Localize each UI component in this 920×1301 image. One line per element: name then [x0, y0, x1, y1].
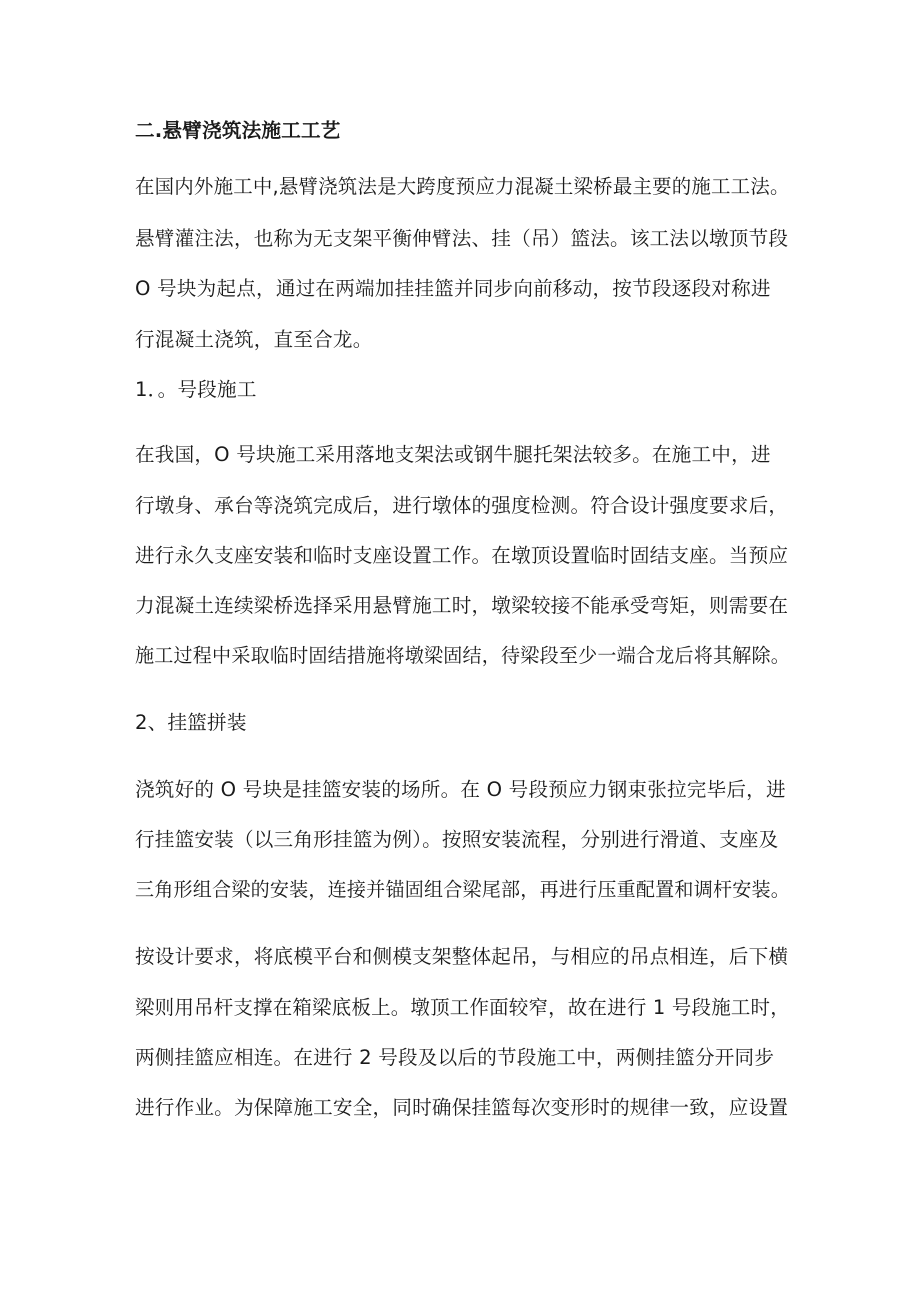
section-title: 二.悬臂浇筑法施工工艺 [135, 119, 341, 142]
subsection-1-line-1: 在我国，O 号块施工采用落地支架法或钢牛腿托架法较多。在施工中，进 [135, 443, 771, 466]
subsection-2-para-2-line-3: 两侧挂篮应相连。在进行 2 号段及以后的节段施工中，两侧挂篮分开同步 [135, 1046, 775, 1069]
subsection-2-para-2-line-4: 进行作业。为保障施工安全，同时确保挂篮每次变形时的规律一致，应设置 [135, 1096, 789, 1119]
subsection-2-para-2-line-2: 梁则用吊杆支撑在箱梁底板上。墩顶工作面较窄，故在进行 1 号段施工时， [135, 996, 790, 1019]
subsection-2-para-1-line-2: 行挂篮安装（以三角形挂篮为例）。按照安装流程，分别进行滑道、支座及 [135, 828, 779, 851]
subsection-2-para-1-line-1: 浇筑好的 O 号块是挂篮安装的场所。在 O 号段预应力钢束张拉完毕后，进 [135, 778, 786, 801]
intro-line-2: 悬臂灌注法，也称为无支架平衡伸臂法、挂（吊）篮法。该工法以墩顶节段 [135, 227, 789, 250]
subsection-1-line-4: 力混凝土连续梁桥选择采用悬臂施工时，墩梁较接不能承受弯矩，则需要在 [135, 594, 789, 617]
intro-line-1: 在国内外施工中,悬臂浇筑法是大跨度预应力混凝土梁桥最主要的施工工法。 [135, 175, 790, 198]
subsection-1-title: 1．。号段施工 [135, 378, 257, 401]
subsection-2-para-1-line-3: 三角形组合梁的安装，连接并锚固组合梁尾部，再进行压重配置和调杆安装。 [135, 878, 791, 901]
intro-line-4: 行混凝土浇筑，直至合龙。 [135, 328, 373, 351]
subsection-2-para-2-line-1: 按设计要求，将底模平台和侧模支架整体起吊，与相应的吊点相连，后下横 [135, 945, 789, 968]
intro-line-3: O 号块为起点，通过在两端加挂挂篮并同步向前移动，按节段逐段对称进 [135, 277, 771, 300]
subsection-2-title: 2、挂篮拼装 [135, 711, 247, 734]
subsection-1-line-2: 行墩身、承台等浇筑完成后，进行墩体的强度检测。符合设计强度要求后， [135, 494, 789, 517]
subsection-1-line-3: 进行永久支座安装和临时支座设置工作。在墩顶设置临时固结支座。当预应 [135, 544, 789, 567]
subsection-1-line-5: 施工过程中采取临时固结措施将墩梁固结，待梁段至少一端合龙后将其解除。 [135, 644, 791, 667]
